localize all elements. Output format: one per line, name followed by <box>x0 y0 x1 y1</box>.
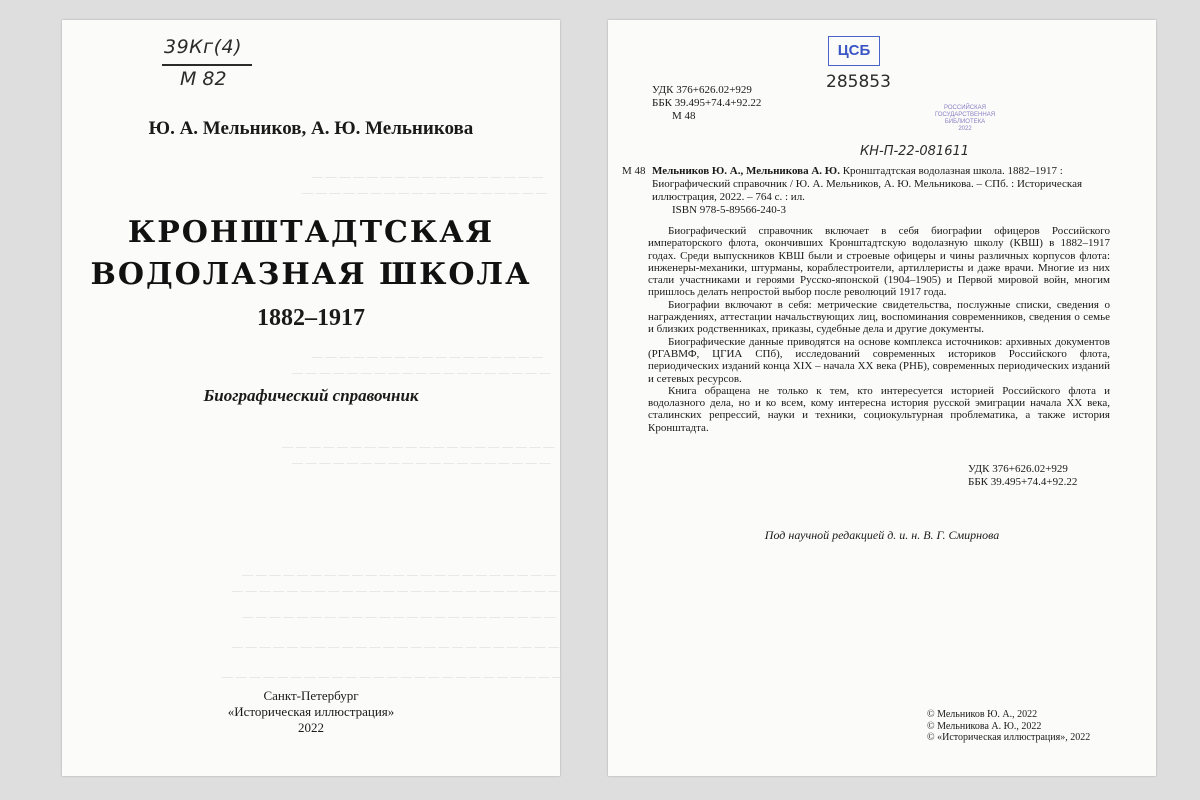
show-through-text: — — — — — — — — — — — — — — — — — — — <box>292 367 551 379</box>
book-authors: Ю. А. Мельников, А. Ю. Мельникова <box>148 118 474 139</box>
shelf-mark-divider <box>162 64 252 66</box>
imprint-city: Санкт-Петербург <box>263 688 359 703</box>
imprint-publisher: «Историческая иллюстрация» <box>227 704 395 719</box>
library-stamp: ЦСБ <box>828 36 880 66</box>
show-through-text: — — — — — — — — — — — — — — — — — — — — — — — — <box>232 585 560 597</box>
annotation-paragraph: Книга обращена не только к тем, кто интересуется историей Российского флота и водолазного дела, но и ко всем, кому интересна история русской эмиграции начала XX века, сталинских репрессий, науки и техники, социокультурная проблематика, а также история Кронштадта. <box>648 384 1110 434</box>
show-through-text: — — — — — — — — — — — — — — — — — <box>312 351 543 363</box>
annotation <box>648 225 1110 434</box>
handwritten-shelf-mark: 39Кг(4) <box>164 36 243 58</box>
stamp-number: 285853 <box>826 72 891 92</box>
title-line: КРОНШТАДТСКАЯ <box>127 215 495 250</box>
show-through-text: — — — — — — — — — — — — — — — — — — — — — — — — — <box>222 671 563 683</box>
copyright-line: © Мельников Ю. А., 2022 <box>927 709 1038 720</box>
show-through-text: — — — — — — — — — — — — — — — — — <box>312 171 543 183</box>
show-through-text: — — — — — — — — — — — — — — — — — — — — <box>282 441 555 453</box>
seal-line: РОССИЙСКАЯ <box>944 105 986 111</box>
author-sign: М 48 <box>672 110 696 122</box>
seal-line: ГОСУДАРСТВЕННАЯ <box>934 112 996 118</box>
annotation-paragraph: Биографические данные приводятся на основе комплекса источников: архивных документов (РГАВМФ, ЦГИА СПб), исследований современных историков Российского флота, периодических изданий конца XIX – начала XX века (РНБ), современных периодических изданий и сетевых ресурсов. <box>648 335 1110 385</box>
copyright-block <box>927 709 1090 744</box>
copyright-line: © Мельникова А. Ю., 2022 <box>927 720 1042 732</box>
title-line: ВОДОЛАЗНАЯ ШКОЛА <box>90 257 532 292</box>
book-title <box>62 212 560 296</box>
udk-code: УДК 376+626.02+929 <box>652 84 752 96</box>
seal-line: 2022 <box>958 126 972 132</box>
title-page <box>62 20 563 776</box>
bbk-code-bottom: ББК 39.495+74.4+92.22 <box>968 476 1078 488</box>
library-seal <box>930 105 1000 133</box>
udk-code-bottom: УДК 376+626.02+929 <box>968 463 1068 475</box>
isbn: ISBN 978-5-89566-240-3 <box>672 204 786 216</box>
scientific-editor: Под научной редакцией д. и. н. В. Г. Смирнова <box>764 528 1000 542</box>
imprint <box>62 688 560 736</box>
copyright-page <box>608 20 1156 776</box>
imprint-year: 2022 <box>298 720 324 735</box>
handwritten-inventory-code: КН-П-22-081611 <box>860 144 970 159</box>
bbk-code: ББК 39.495+74.4+92.22 <box>652 97 762 109</box>
bib-description: Кронштадтская водолазная школа. 1882–1917 : Биографический справочник / Ю. А. Мельников, А. Ю. Мельникова. – СПб. : Историческая иллюстрация, 2022. – 764 с. : ил. <box>652 165 1083 203</box>
bib-authors: Мельников Ю. А., Мельникова А. Ю. <box>652 165 840 177</box>
show-through-text: — — — — — — — — — — — — — — — — — — <box>302 187 547 199</box>
copyright-line: © «Историческая иллюстрация», 2022 <box>927 732 1091 743</box>
book-years: 1882–1917 <box>257 305 365 331</box>
show-through-text: — — — — — — — — — — — — — — — — — — — — — — — <box>242 611 556 623</box>
annotation-paragraph: Биографический справочник включает в себя биографии офицеров Российского императорского флота, окончивших Кронштадтскую водолазную школу (КВШ) в 1882–1917 годах. Среди выпускников КВШ были и строевые офицеры и чины различных корпусов флота: инженеры-механики, штурманы, кораблестроители, артиллеристы и даже врачи. Многие из них стали участниками и героями Русско-японской (1904–1905) и Первой мировой войн, многим пришлось делать непростой выбор после революций 1917 года. <box>648 225 1110 299</box>
handwritten-author-code: М 82 <box>180 68 227 90</box>
show-through-text: — — — — — — — — — — — — — — — — — — — — — — — — <box>232 641 560 653</box>
bibliographic-record <box>652 165 1112 204</box>
show-through-text: — — — — — — — — — — — — — — — — — — — — — — — <box>242 569 556 581</box>
catalog-author-sign: М 48 <box>622 165 646 177</box>
show-through-text: — — — — — — — — — — — — — — — — — — — <box>292 457 551 469</box>
annotation-paragraph: Биографии включают в себя: метрические свидетельства, послужные списки, сведения о награждениях, аттестации начальствующих лиц, воспоминания современников, сведения о семье и близких родственниках, приказы, судебные дела и другие документы. <box>648 298 1110 336</box>
book-subtitle: Биографический справочник <box>203 386 419 405</box>
seal-line: БИБЛИОТЕКА <box>944 119 986 125</box>
